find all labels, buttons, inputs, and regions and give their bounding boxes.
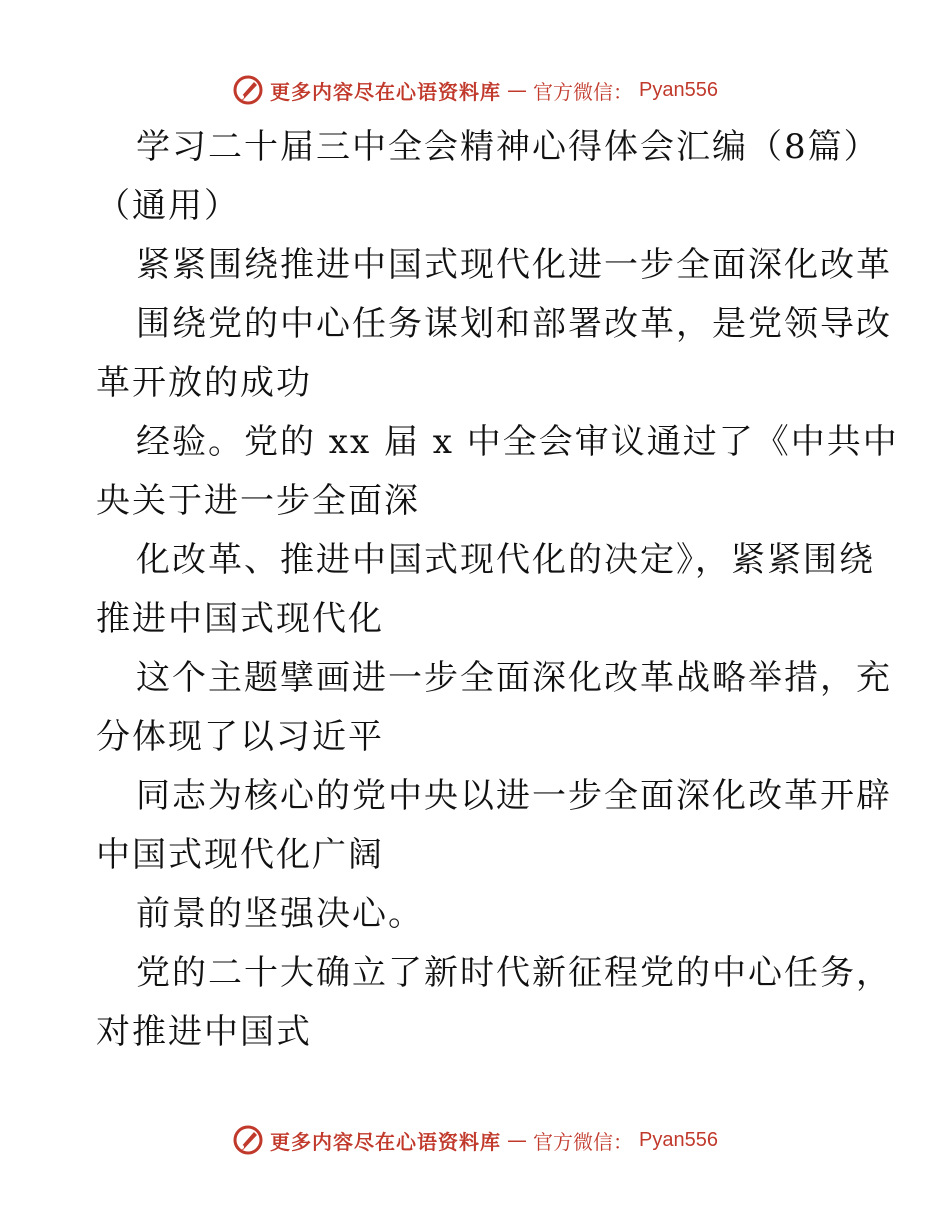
body-line: 党的二十大确立了新时代新征程党的中心任务，: [136, 953, 892, 993]
quill-logo-icon: [232, 74, 264, 106]
banner-wechat-label: 官方微信：: [533, 79, 634, 104]
banner-separator: —: [507, 1128, 528, 1152]
footer-banner: [0, 1120, 950, 1160]
banner-separator: —: [507, 78, 528, 102]
body-line: 中国式现代化广阔: [96, 835, 384, 875]
body-line: 革开放的成功: [96, 363, 312, 403]
body-line: 围绕党的中心任务谋划和部署改革，是党领导改: [136, 304, 892, 344]
document-subtitle: （通用）: [96, 186, 240, 226]
document-body: [96, 118, 899, 1062]
banner-wechat-id: Pyan556: [639, 1128, 718, 1151]
section-heading: 紧紧围绕推进中国式现代化进一步全面深化改革: [136, 245, 892, 285]
banner-wechat-id: Pyan556: [639, 78, 718, 101]
banner-text: 更多内容尽在心语资料库: [270, 79, 502, 104]
body-line: 同志为核心的党中央以进一步全面深化改革开辟: [136, 776, 892, 816]
body-line: 分体现了以习近平: [96, 717, 384, 757]
banner-wechat-label: 官方微信：: [533, 1129, 634, 1154]
body-line: 化改革、推进中国式现代化的决定》，紧紧围绕: [136, 540, 875, 580]
document-title: 学习二十届三中全会精神心得体会汇编（8篇）: [136, 127, 880, 167]
body-line: 推进中国式现代化: [96, 599, 384, 639]
body-line: 经验。党的 xx 届 x 中全会审议通过了《中共中: [136, 422, 899, 462]
quill-logo-icon: [232, 1124, 264, 1156]
body-line: 央关于进一步全面深: [96, 481, 420, 521]
body-line: 对推进中国式: [96, 1012, 312, 1052]
body-line: 前景的坚强决心。: [136, 894, 424, 934]
banner-text: 更多内容尽在心语资料库: [270, 1129, 502, 1154]
body-line: 这个主题擘画进一步全面深化改革战略举措，充: [136, 658, 892, 698]
header-banner: [0, 70, 950, 110]
